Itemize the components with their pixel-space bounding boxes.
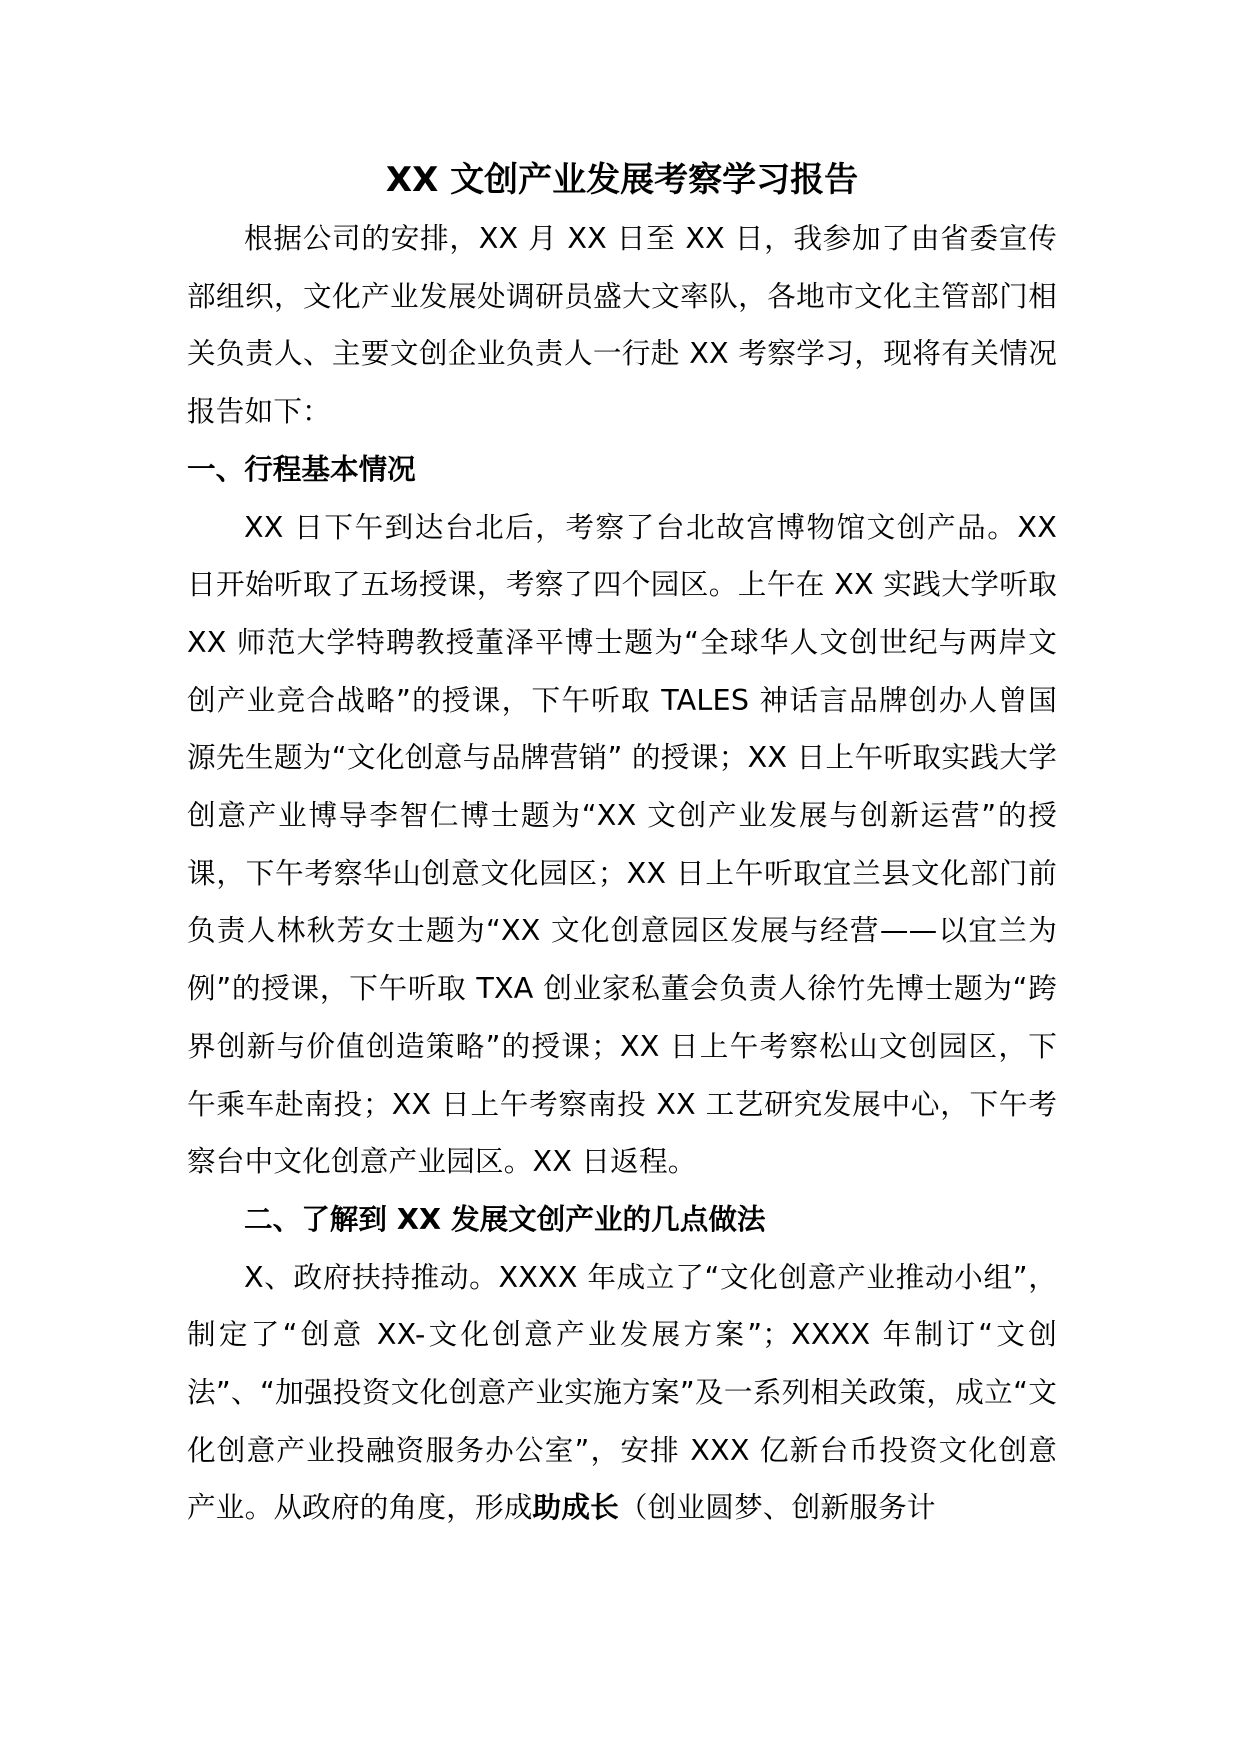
intro-paragraph: 根据公司的安排，XX 月 XX 日至 XX 日，我参加了由省委宣传部组织，文化产业发展处调研员盛大文率队，各地市文化主管部门相关负责人、主要文创企业负责人一行赴 XX 考察学习，现将有关情况报告如下： xyxy=(187,221,1057,429)
paragraph-text-start: X、政府扶持推动。XXXX 年成立了“文化创意产业推动小组”，制定了“创意 XX-文化创意产业发展方案”；XXXX 年制订“文创法”、“加强投资文化创意产业实施方案”及一系列相关政策，成立“文化创意产业投融资服务办公室”，安排 XXX 亿新台币投资文化创意产业。从政府的角度，形成 xyxy=(187,1259,1057,1525)
government-support-paragraph xyxy=(187,1249,1057,1538)
document-title: XX 文创产业发展考察学习报告 xyxy=(385,160,859,200)
itinerary-paragraph: XX 日下午到达台北后，考察了台北故宫博物馆文创产品。XX 日开始听取了五场授课，考察了四个园区。上午在 XX 实践大学听取 XX 师范大学特聘教授董泽平博士题为“全球华人文创世纪与两岸文创产业竞合战略”的授课，下午听取 TALES 神话言品牌创办人曾国源先生题为“文化创意与品牌营销” 的授课；XX 日上午听取实践大学创意产业博导李智仁博士题为“XX 文创产业发展与创新运营”的授课，下午考察华山创意文化园区；XX 日上午听取宜兰县文化部门前负责人林秋芳女士题为“XX 文化创意园区发展与经营——以宜兰为例”的授课，下午听取 TXA 创业家私董会负责人徐竹先博士题为“跨界创新与价值创造策略”的授课；XX 日上午考察松山文创园区，下午乘车赴南投；XX 日上午考察南投 XX 工艺研究发展中心，下午考察台中文化创意产业园区。XX 日返程。 xyxy=(187,509,1057,1179)
section-heading-practices: 二、了解到 XX 发展文创产业的几点做法 xyxy=(244,1201,766,1236)
document-page xyxy=(187,150,1057,1537)
emphasis-text: 助成长 xyxy=(532,1490,619,1525)
paragraph-text-end: （创业圆梦、创新服务计 xyxy=(618,1490,936,1525)
section-heading-itinerary: 一、行程基本情况 xyxy=(187,451,416,486)
